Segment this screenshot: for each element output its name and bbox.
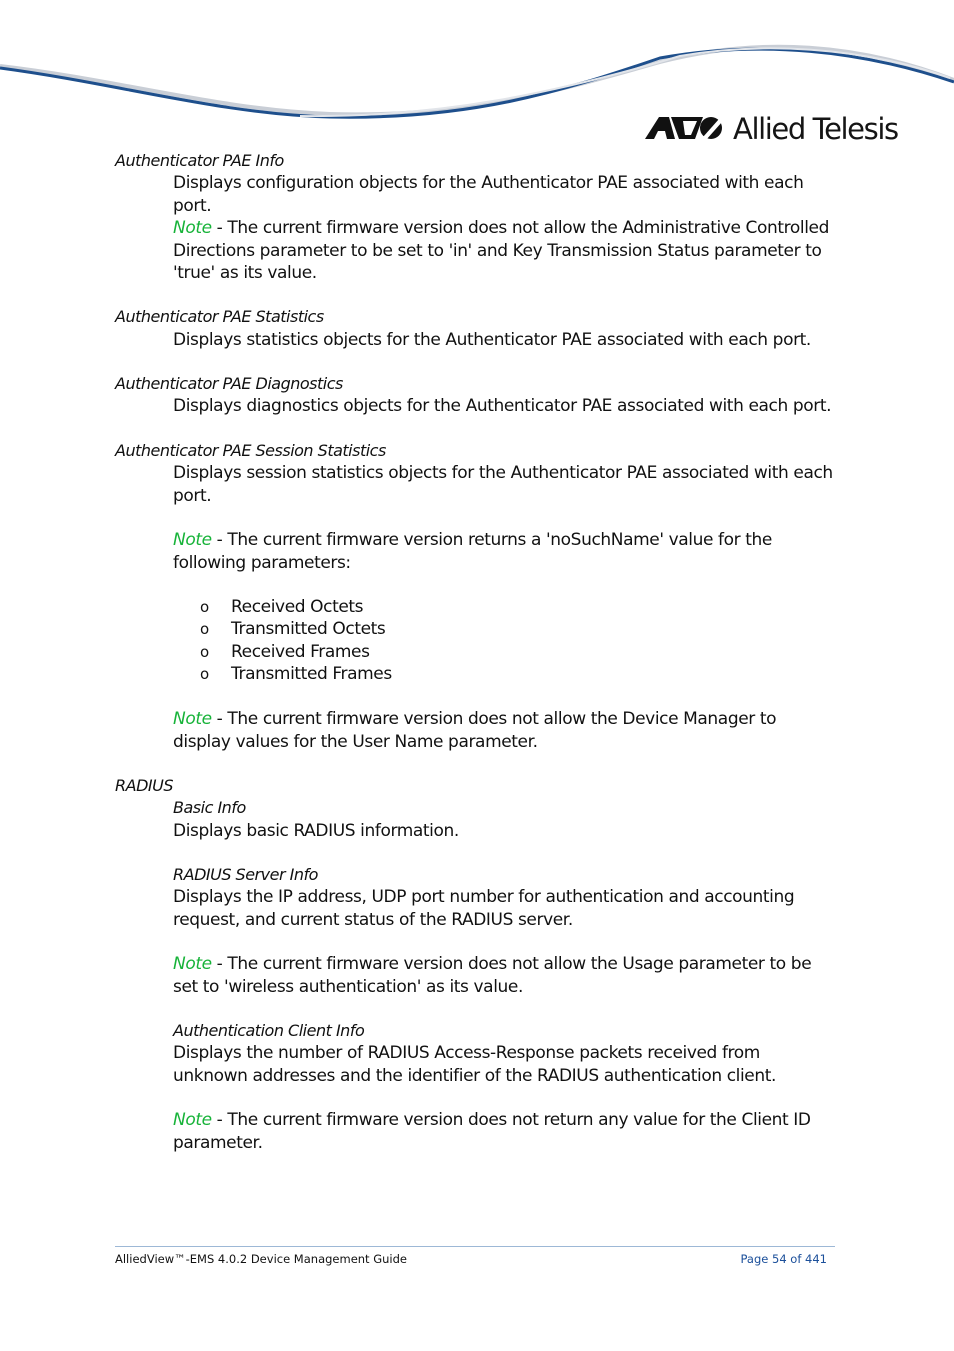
note-text: - The current firmware version does not allow the Device Manager to display values for the User Name parameter. [173, 709, 777, 752]
note-label: Note [173, 530, 212, 550]
logo-mark-icon [645, 115, 725, 141]
section-title-pae-session-statistics: Authenticator PAE Session Statistics [115, 441, 386, 460]
list-item-text: Transmitted Octets [231, 619, 386, 640]
bullet-marker: o [200, 598, 209, 616]
section-title-pae-info: Authenticator PAE Info [115, 151, 284, 170]
logo-wordmark: Allied Telesis [733, 111, 898, 146]
list-item [200, 663, 392, 685]
note-label: Note [173, 954, 212, 974]
note-text: - The current firmware version returns a 'noSuchName' value for the following parameters: [173, 530, 772, 573]
basic-info-description: Displays basic RADIUS information. [173, 821, 459, 841]
footer-document-title: AlliedView™-EMS 4.0.2 Device Management Guide [115, 1252, 407, 1266]
unsupported-parameters-list [200, 596, 392, 686]
bullet-marker: o [200, 665, 209, 684]
bullet-marker: o [200, 642, 209, 661]
subsection-title-radius-server-info: RADIUS Server Info [173, 865, 318, 884]
note-label: Note [173, 709, 212, 729]
list-item [200, 618, 392, 640]
list-item [200, 596, 392, 618]
pae-info-description: Displays configuration objects for the Authenticator PAE associated with each port. [173, 173, 804, 216]
note-label: Note [173, 1110, 212, 1130]
section-title-radius: RADIUS [115, 776, 173, 795]
authentication-client-note [173, 1109, 838, 1154]
subsection-title-authentication-client-info: Authentication Client Info [173, 1021, 365, 1040]
pae-session-note-2 [173, 708, 838, 753]
subsection-title-basic-info: Basic Info [173, 798, 246, 817]
radius-server-description: Displays the IP address, UDP port number for authentication and accounting request, and current status of the RADIUS server. [173, 887, 795, 930]
note-text: - The current firmware version does not allow the Usage parameter to be set to 'wireless authentication' as its value. [173, 954, 812, 997]
list-item-text: Transmitted Frames [231, 664, 392, 685]
footer-page-number: Page 54 of 441 [740, 1252, 827, 1266]
bullet-marker: o [200, 620, 209, 639]
authentication-client-description: Displays the number of RADIUS Access-Response packets received from unknown addresses and the identifier of the RADIUS authentication client. [173, 1043, 777, 1086]
section-title-pae-statistics: Authenticator PAE Statistics [115, 307, 324, 326]
radius-server-note [173, 953, 838, 998]
list-item-text: Received Octets [231, 597, 364, 617]
pae-info-note [173, 217, 838, 285]
pae-session-note-1 [173, 529, 838, 574]
pae-diagnostics-description: Displays diagnostics objects for the Authenticator PAE associated with each port. [173, 396, 832, 416]
allied-telesis-logo [645, 108, 898, 148]
list-item-text: Received Frames [231, 641, 370, 662]
list-item [200, 641, 392, 663]
pae-statistics-description: Displays statistics objects for the Authenticator PAE associated with each port. [173, 330, 811, 350]
section-title-pae-diagnostics: Authenticator PAE Diagnostics [115, 374, 343, 393]
pae-session-description: Displays session statistics objects for the Authenticator PAE associated with each port. [173, 463, 833, 506]
note-text: - The current firmware version does not allow the Administrative Controlled Directions parameter to be set to 'in' and Key Transmission Status parameter to 'true' as its value. [173, 218, 829, 284]
footer-divider [115, 1246, 835, 1247]
note-text: - The current firmware version does not return any value for the Client ID parameter. [173, 1110, 811, 1153]
note-label: Note [173, 218, 212, 238]
